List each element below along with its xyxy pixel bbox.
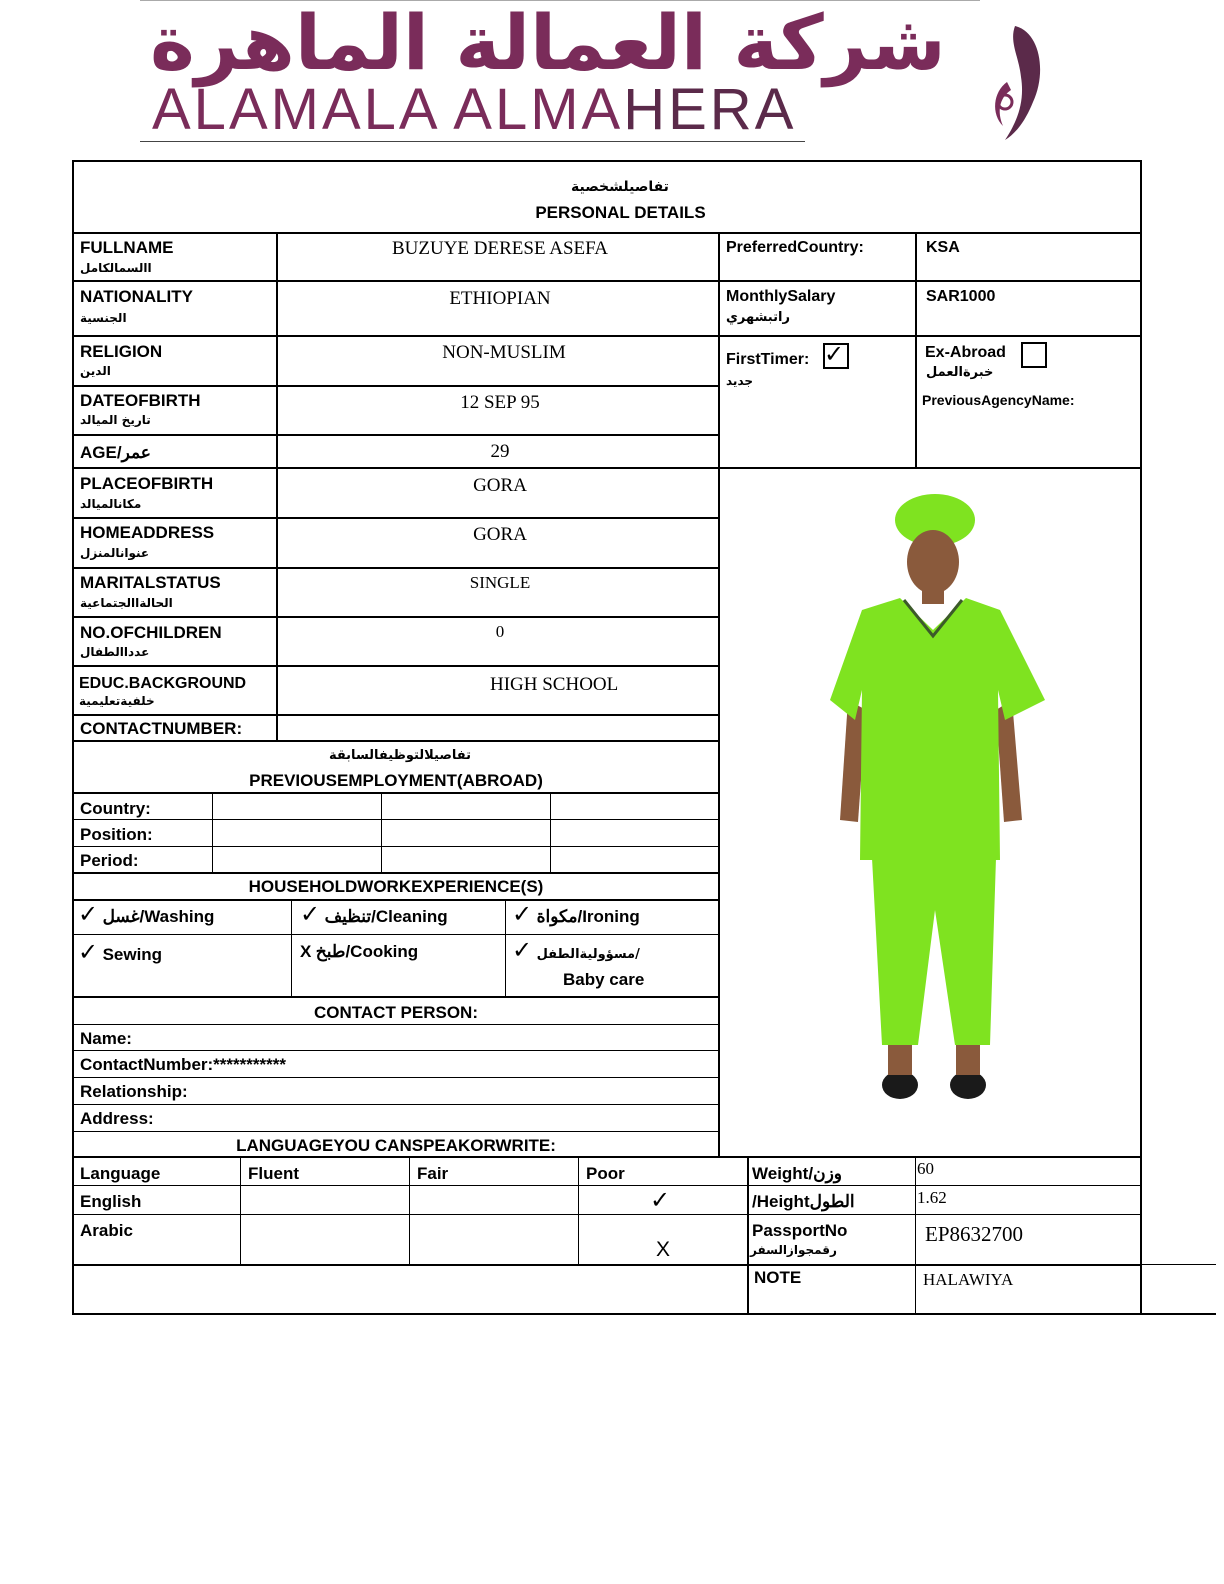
cooking-x-icon: X: [300, 942, 312, 961]
lang-arabic-poor-x-icon: X: [656, 1238, 671, 1261]
cleaning-check-icon: ✓: [300, 900, 321, 928]
age-label: AGE/عمر: [80, 443, 151, 462]
household-item-cooking: [300, 942, 418, 962]
firsttimer-check-icon: ✓: [824, 340, 845, 368]
prev-period-label: Period:: [80, 851, 139, 870]
height-value: 1.62: [917, 1188, 947, 1207]
home-label: HOMEADDRESS: [80, 523, 215, 542]
note-value: HALAWIYA: [923, 1270, 1014, 1289]
left-ankle-shape: [888, 1045, 912, 1075]
header-arabic: تفاصيلشخصية: [571, 179, 669, 195]
page-title: PERSONAL DETAILS: [535, 203, 706, 222]
preferred-country-label: PreferredCountry:: [726, 239, 864, 256]
lang-header-fluent: Fluent: [248, 1164, 299, 1183]
prev-agency-label: PreviousAgencyName:: [922, 392, 1075, 408]
weight-value: 60: [917, 1159, 934, 1178]
babycare-label: Baby care: [563, 970, 645, 989]
nationality-value: ETHIOPIAN: [449, 288, 551, 309]
neck-shape: [922, 586, 944, 604]
religion-value: NON-MUSLIM: [442, 342, 566, 363]
passport-label-ar: رقمجوازالسفر: [750, 1243, 837, 1257]
prev-position-label: Position:: [80, 825, 153, 844]
exabroad-label-ar: خبرةالعمل: [926, 365, 994, 380]
left-shoe-shape: [882, 1071, 918, 1099]
weight-label: Weight/وزن: [752, 1164, 842, 1183]
household-item-washing: [78, 902, 214, 927]
household-title: HOUSEHOLDWORKEXPERIENCE(S): [248, 877, 544, 896]
household-item-babycare: [512, 938, 640, 963]
children-label-ar: عدداالطفال: [80, 645, 150, 659]
trousers-shape: [872, 858, 996, 1045]
salary-label: MonthlySalary: [726, 288, 836, 305]
marital-label: MARITALSTATUS: [80, 573, 221, 592]
pob-value: GORA: [473, 475, 527, 496]
firsttimer-label: FirstTimer:: [726, 351, 810, 368]
languages-title: LANGUAGEYOU CANSPEAKORWRITE:: [236, 1136, 556, 1155]
sewing-check-icon: ✓: [78, 938, 99, 966]
height-label: /Heightالطول: [752, 1192, 855, 1211]
lang-header-poor: Poor: [586, 1164, 625, 1183]
logo-english-part2: HERA: [623, 77, 797, 142]
dob-label: DATEOFBIRTH: [80, 391, 201, 410]
children-value: 0: [495, 622, 505, 641]
ironing-label: مكواة/Ironing: [536, 907, 640, 926]
exabroad-checkbox[interactable]: [1021, 342, 1047, 368]
prev-employment-arabic: تفاصيلالتوظيفالسابقة: [328, 748, 472, 763]
sewing-label: Sewing: [102, 945, 163, 964]
logo-emblem-icon: [985, 22, 1050, 144]
prev-employment-title: PREVIOUSEMPLOYMENT(ABROAD): [249, 771, 543, 790]
passport-value: EP8632700: [925, 1222, 1024, 1246]
nationality-label: NATIONALITY: [80, 287, 194, 306]
household-item-sewing: [78, 940, 162, 965]
marital-label-ar: الحالةاالجتماعية: [80, 596, 173, 610]
salary-label-ar: راتبشهري: [726, 310, 790, 325]
dob-value: 12 SEP 95: [460, 392, 540, 413]
babycare-label-ar: مسؤوليةالطفل/: [536, 947, 640, 962]
washing-check-icon: ✓: [78, 900, 99, 928]
educ-label-ar: خلفيةتعليمية: [79, 694, 155, 708]
lang-english-poor-check-icon: ✓: [650, 1186, 671, 1214]
right-arm-shape: [996, 700, 1022, 822]
lang-header-language: Language: [80, 1164, 161, 1183]
logo-english-text: [152, 76, 796, 143]
household-item-cleaning: [300, 902, 448, 927]
logo-arabic-text: شركة العمالة الماهرة: [150, 0, 946, 87]
contact-relationship-label: Relationship:: [80, 1082, 188, 1101]
fullname-value: BUZUYE DERESE ASEFA: [391, 238, 609, 259]
religion-label-ar: الدين: [80, 364, 111, 378]
home-label-ar: عنوانالمنزل: [80, 546, 150, 560]
home-value: GORA: [473, 524, 527, 545]
ironing-check-icon: ✓: [512, 900, 533, 928]
contact-name-label: Name:: [80, 1029, 132, 1048]
lang-english-label: English: [80, 1192, 142, 1211]
prev-country-label: Country:: [80, 799, 151, 818]
nationality-label-ar: الجنسية: [80, 311, 127, 325]
dob-label-ar: تاريخ الميالد: [80, 413, 151, 427]
educ-value: HIGH SCHOOL: [490, 674, 619, 695]
exabroad-label: Ex-Abroad: [925, 344, 1006, 361]
applicant-photo: [800, 490, 1060, 1110]
children-label: NO.OFCHILDREN: [80, 623, 222, 642]
firsttimer-label-ar: جديد: [726, 374, 754, 388]
pob-label: PLACEOFBIRTH: [80, 474, 214, 493]
pob-label-ar: مكانالميالد: [80, 497, 142, 511]
contact-number-person-label: ContactNumber:***********: [80, 1055, 286, 1074]
contact-address-label: Address:: [80, 1109, 154, 1128]
passport-label: PassportNo: [752, 1221, 848, 1240]
household-item-ironing: [512, 902, 640, 927]
preferred-country-value: KSA: [926, 239, 960, 256]
lang-header-fair: Fair: [417, 1164, 449, 1183]
salary-value: SAR1000: [926, 288, 996, 305]
note-label: NOTE: [754, 1268, 802, 1287]
cooking-label: طبخ/Cooking: [315, 942, 419, 961]
age-value: 29: [490, 441, 510, 462]
logo-english-part1: ALAMALA ALMA: [152, 77, 624, 142]
contact-person-title: CONTACT PERSON:: [313, 1003, 478, 1022]
right-ankle-shape: [956, 1045, 980, 1075]
washing-label: غسل/Washing: [102, 907, 215, 926]
contact-number-label: CONTACTNUMBER:: [80, 719, 243, 738]
fullname-label: FULLNAME: [80, 238, 174, 257]
religion-label: RELIGION: [80, 342, 163, 361]
marital-value: SINGLE: [469, 573, 531, 592]
fullname-label-ar: االسمالكامل: [80, 261, 152, 275]
babycare-check-icon: ✓: [512, 936, 533, 964]
face-shape: [907, 530, 959, 594]
cleaning-label: تنظيف/Cleaning: [324, 907, 448, 926]
educ-label: EDUC.BACKGROUND: [79, 675, 247, 692]
right-shoe-shape: [950, 1071, 986, 1099]
lang-arabic-label: Arabic: [80, 1221, 133, 1240]
